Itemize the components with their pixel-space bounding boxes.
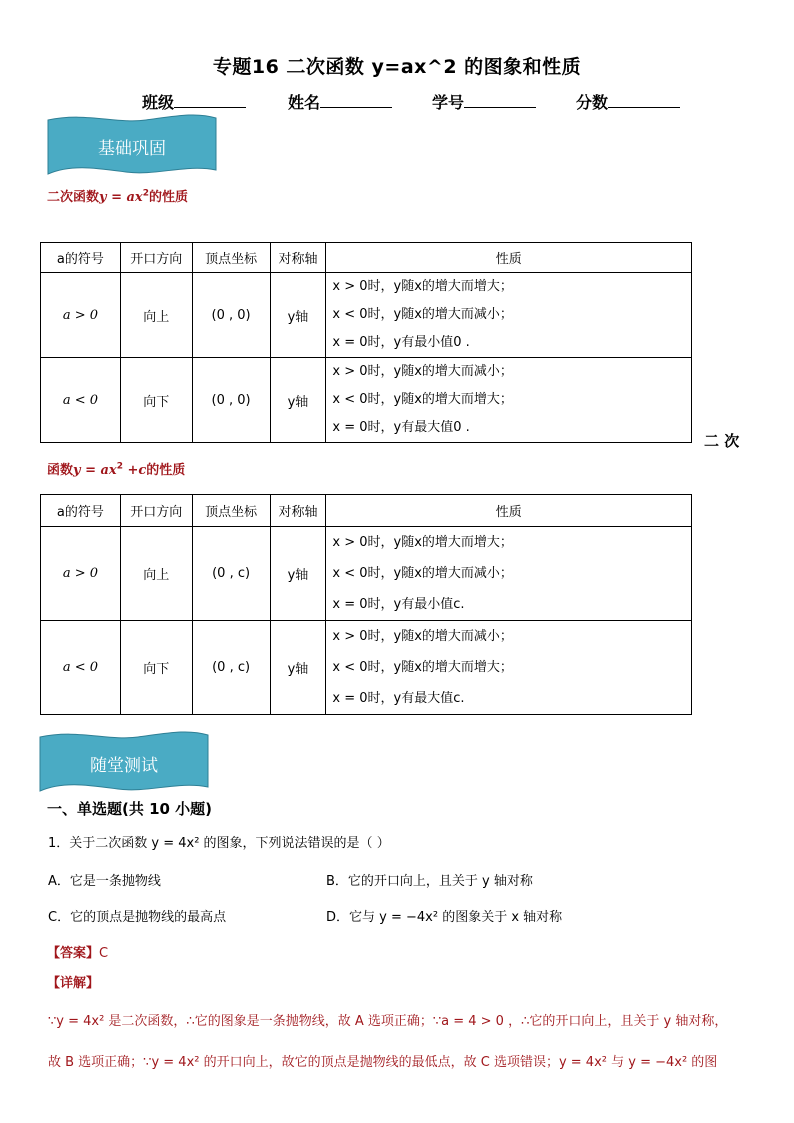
- property-line: x = 0时，y有最小值c.: [332, 597, 465, 612]
- option-b[interactable]: B．它的开口向上，且关于 y 轴对称: [326, 874, 533, 889]
- table1-header-axis: 对称轴: [270, 243, 326, 273]
- table2-header-vertex: 顶点坐标: [192, 495, 270, 527]
- explanation-line-2: 故 B 选项正确；∵y = 4x² 的开口向上，故它的顶点是抛物线的最低点，故 C 选项错误；y = 4x² 与 y = −4x² 的图: [48, 1055, 718, 1070]
- name-label: 姓名: [288, 93, 321, 112]
- axis-cell: y轴: [270, 621, 326, 715]
- section1-sup: 2: [142, 188, 149, 199]
- section1-formula: y = ax: [99, 190, 143, 205]
- properties-table-1: [40, 242, 692, 443]
- section2-heading-suffix: 的性质: [146, 463, 186, 478]
- section2-formula-tail: +c: [122, 463, 147, 478]
- property-cell: [326, 621, 692, 715]
- answer-line: [47, 942, 108, 961]
- section1-heading: [47, 186, 188, 205]
- score-blank[interactable]: [608, 93, 680, 108]
- question-stem: 1．关于二次函数 y = 4x² 的图象，下列说法错误的是（ ）: [48, 836, 390, 851]
- option-c[interactable]: C．它的顶点是抛物线的最高点: [48, 910, 227, 925]
- section2-heading: [47, 459, 185, 478]
- table1-header-direction: 开口方向: [120, 243, 192, 273]
- vertex-cell: (0 , 0): [192, 358, 270, 443]
- banner-test-label: 随堂测试: [90, 755, 158, 776]
- axis-cell: y轴: [270, 358, 326, 443]
- name-blank[interactable]: [320, 93, 392, 108]
- id-label: 学号: [432, 93, 465, 112]
- property-cell: [326, 273, 692, 358]
- section2-formula: y = ax: [73, 463, 117, 478]
- option-d[interactable]: D．它与 y = −4x² 的图象关于 x 轴对称: [326, 910, 563, 925]
- properties-table-2: [40, 494, 692, 715]
- property-line: x < 0时，y随x的增大而减小；: [332, 307, 513, 322]
- section2-sup: 2: [116, 461, 123, 472]
- table2-header-axis: 对称轴: [270, 495, 326, 527]
- section2-heading-prefix: 函数: [47, 463, 74, 478]
- answer-label: 【答案】: [47, 946, 100, 961]
- table-row: [41, 358, 692, 443]
- property-line: x > 0时，y随x的增大而减小；: [332, 364, 513, 379]
- property-line: x = 0时，y有最大值0 .: [332, 420, 470, 435]
- sign-cell: a < 0: [41, 358, 121, 443]
- table1-header-vertex: 顶点坐标: [192, 243, 270, 273]
- side-note: 二 次: [704, 432, 740, 450]
- vertex-cell: (0 , c): [192, 621, 270, 715]
- property-line: x = 0时，y有最大值c.: [332, 691, 465, 706]
- property-line: x < 0时，y随x的增大而减小；: [332, 566, 513, 581]
- class-blank[interactable]: [174, 93, 246, 108]
- property-line: x < 0时，y随x的增大而增大；: [332, 392, 513, 407]
- direction-cell: 向下: [120, 621, 192, 715]
- property-cell: [326, 358, 692, 443]
- direction-cell: 向上: [120, 273, 192, 358]
- class-field: [142, 90, 246, 113]
- table1-header-properties: 性质: [326, 243, 692, 273]
- table2-header-row: [41, 495, 692, 527]
- property-line: x > 0时，y随x的增大而增大；: [332, 279, 513, 294]
- section-title: 一、单选题(共 10 小题): [47, 800, 213, 818]
- property-line: x > 0时，y随x的增大而减小；: [332, 629, 513, 644]
- axis-cell: y轴: [270, 273, 326, 358]
- sign-cell: a > 0: [41, 273, 121, 358]
- explain-label-text: 【详解】: [47, 976, 100, 991]
- score-label: 分数: [576, 93, 609, 112]
- table2-header-direction: 开口方向: [120, 495, 192, 527]
- section1-heading-suffix: 的性质: [148, 190, 188, 205]
- table-row: [41, 527, 692, 621]
- table1-header-sign: a的符号: [41, 243, 121, 273]
- class-label: 班级: [142, 93, 175, 112]
- page-title: 专题16 二次函数 y=ax^2 的图象和性质: [212, 56, 582, 78]
- name-field: [288, 90, 392, 113]
- property-line: x > 0时，y随x的增大而增大；: [332, 535, 513, 550]
- id-blank[interactable]: [464, 93, 536, 108]
- banner-basics-label: 基础巩固: [98, 138, 166, 159]
- explanation-line-1: ∵y = 4x² 是二次函数，∴它的图象是一条抛物线，故 A 选项正确；∵a = 4 > 0 ，∴它的开口向上，且关于 y 轴对称，: [48, 1014, 728, 1029]
- sign-cell: a < 0: [41, 621, 121, 715]
- property-line: x = 0时，y有最小值0 .: [332, 335, 470, 350]
- vertex-cell: (0 , 0): [192, 273, 270, 358]
- property-cell: [326, 527, 692, 621]
- vertex-cell: (0 , c): [192, 527, 270, 621]
- option-a[interactable]: A．它是一条抛物线: [48, 874, 161, 889]
- axis-cell: y轴: [270, 527, 326, 621]
- explain-label: [47, 972, 99, 991]
- direction-cell: 向下: [120, 358, 192, 443]
- score-field: [576, 90, 680, 113]
- answer-value: C: [99, 946, 109, 961]
- direction-cell: 向上: [120, 527, 192, 621]
- property-line: x < 0时，y随x的增大而增大；: [332, 660, 513, 675]
- sign-cell: a > 0: [41, 527, 121, 621]
- table2-header-properties: 性质: [326, 495, 692, 527]
- id-field: [432, 90, 536, 113]
- section1-heading-prefix: 二次函数: [47, 190, 100, 205]
- table-row: [41, 273, 692, 358]
- table1-header-row: [41, 243, 692, 273]
- banner-test: [38, 731, 210, 795]
- table2-header-sign: a的符号: [41, 495, 121, 527]
- banner-basics: [46, 114, 218, 178]
- table-row: [41, 621, 692, 715]
